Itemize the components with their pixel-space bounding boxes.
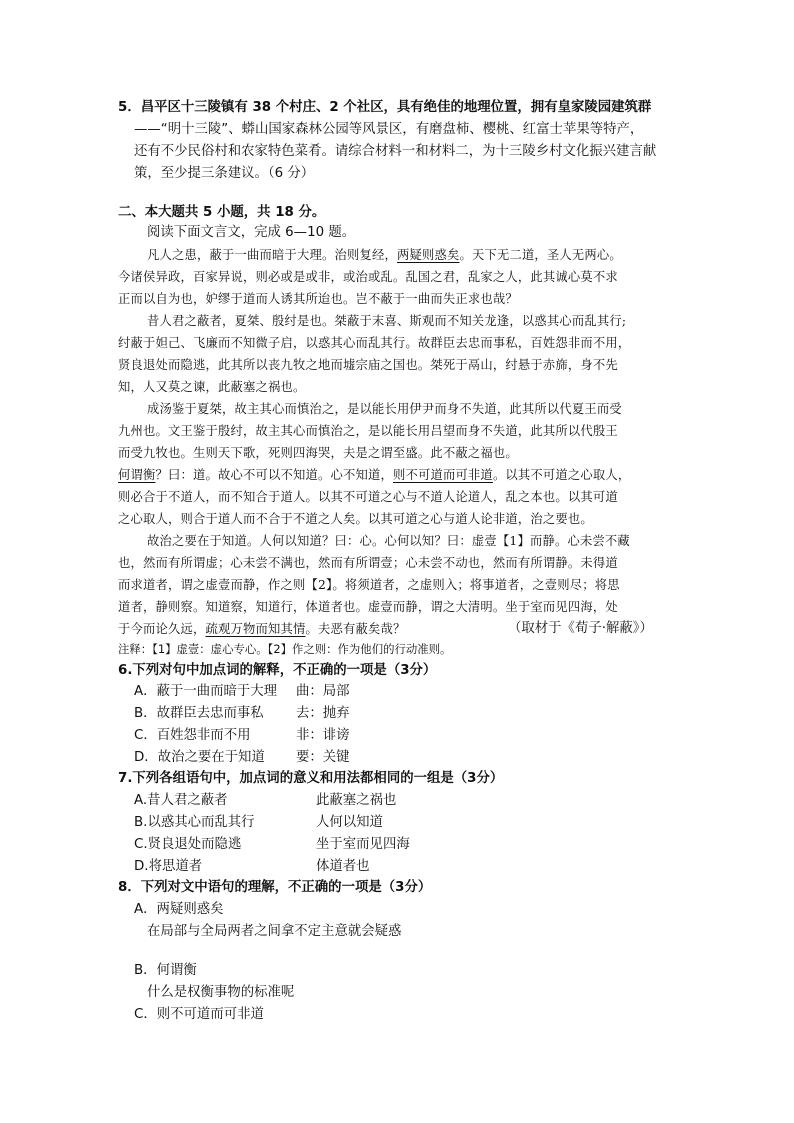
passage-p4-line-2: 则必合于不道人，而不知合于道人。以其不可道之心与不道人论道人，乱之本也。以其可道: [118, 490, 618, 504]
q5-line-3: 还有不少民俗村和农家特色菜肴。请综合材料一和材料二，为十三陵乡村文化振兴建言献: [134, 144, 657, 159]
passage-p2-line-4: 知，人又莫之谏，此蔽塞之祸也。: [118, 380, 306, 394]
q7-option-c: C.贤良退处而隐逃 坐于室而见四海: [134, 837, 410, 852]
section-intro: 阅读下面文言文，完成 6—10 题。: [147, 225, 356, 240]
passage-p1-line-2: 今诸侯异政，百家异说，则必或是或非，或治或乱。乱国之君，乱家之人，此其诚心莫不求: [118, 270, 618, 284]
passage-p2-line-2: 纣蔽于妲己、飞廉而不知微子启，以惑其心而乱其行。故群臣去忠而事私，百姓怨非而不用，: [118, 336, 631, 350]
section-title: 二、本大题共 5 小题，共 18 分。: [118, 205, 326, 220]
underlined-phrase: 疏观万物而知其情: [205, 622, 306, 636]
passage-p3-line-3: 而受九牧也。生则天下歌，死则四海哭，夫是之谓至盛。此不蔽之福也。: [118, 446, 518, 460]
underlined-phrase: 何谓衡: [118, 468, 156, 482]
underlined-phrase: 则不可道而可非道: [392, 468, 493, 482]
q5-line-2: ——“明十三陵”、蟒山国家森林公园等风景区，有磨盘柿、樱桃、红富士苹果等特产，: [134, 122, 644, 137]
passage-p4-line-3: 之心取人，则合于道人而不合于不道之人矣。以其可道之心与道人论非道，治之要也。: [118, 512, 593, 526]
q6-option-d: D．故治之要在于知道 要：关键: [134, 750, 350, 765]
passage-p3-line-1: 成汤鉴于夏桀，故主其心而慎治之，是以能长用伊尹而身不失道，此其所以代夏王而受: [147, 402, 622, 416]
passage-p5-line-3: 而求道者，谓之虚壹而静，作之则【2】。将须道者，之虚则入；将事道者，之壹则尽；将思: [118, 578, 620, 592]
q8-option-c-label: C．则不可道而可非道: [134, 1007, 264, 1022]
passage-p5-line-2: 也，然而有所谓虚；心未尝不满也，然而有所谓壹；心未尝不动也，然而有所谓静。未得道: [118, 556, 618, 570]
underlined-phrase: 两疑则惑矣: [396, 248, 460, 262]
q6-stem: 6.下列对句中加点词的解释，不正确的一项是（3分）: [118, 663, 437, 678]
q7-option-b: B.以惑其心而乱其行 人何以知道: [134, 815, 383, 830]
q6-option-a: A．蔽于一曲而暗于大理 曲：局部: [134, 684, 350, 699]
passage-source: （取材于《荀子·解蔽》）: [508, 621, 653, 636]
passage-p1-line-3: 正而以自为也，妒缪于道而人诱其所迨也。岂不蔽于一曲而失正求也哉？: [118, 292, 518, 306]
footnote-marker: 【1】: [496, 534, 530, 548]
footnote-marker: 【2】: [305, 578, 333, 592]
passage-p5-line-4: 道者，静则察。知道察，知道行，体道者也。虚壹而静，谓之大清明。坐于室而见四海，处: [118, 600, 618, 614]
q6-option-b: B．故群臣去忠而事私 去：抛弃: [134, 706, 350, 721]
q7-stem: 7.下列各组语句中，加点词的意义和用法都相同的一组是（3分）: [118, 771, 504, 786]
passage-p2-line-3: 贤良退处而隐逃，此其所以丧九牧之地而墟宗庙之国也。桀死于鬲山，纣悬于赤旆，身不先: [118, 358, 618, 372]
passage-p5-line-5: 于今而论久远，疏观万物而知其情。夫恶有蔽矣哉？: [118, 622, 406, 636]
passage-p2-line-1: 昔人君之蔽者，夏桀、殷纣是也。桀蔽于末喜、斯观而不知关龙逢，以惑其心而乱其行;: [147, 314, 627, 328]
q8-option-a-text: 在局部与全局两者之间拿不定主意就会疑惑: [147, 924, 402, 939]
passage-p4-line-1: 何谓衡？曰：道。故心不可以不知道。心不知道，则不可道而可非道。以其不可道之心取人，: [118, 468, 631, 482]
footnotes: 注释：【1】虚壹：虚心专心。【2】作之则：作为他们的行动准则。: [118, 642, 452, 656]
q6-option-c: C．百姓怨非而不用 非：诽谤: [134, 728, 350, 743]
q7-option-d: D.将思道者 体道者也: [134, 859, 370, 874]
q7-option-a: A.昔人君之蔽者 此蔽塞之祸也: [134, 793, 397, 808]
passage-p3-line-2: 九州也。文王鉴于殷纣，故主其心而慎治之，是以能长用吕望而身不失道，此其所以代殷王: [118, 424, 618, 438]
passage-p1-line-1: 凡人之患，蔽于一曲而暗于大理。治则复经，两疑则惑矣。天下无二道，圣人无两心。: [147, 248, 622, 262]
q8-option-b-label: B．何谓衡: [134, 963, 197, 978]
q5-line-4: 策，至少提三条建议。（6 分）: [134, 166, 315, 181]
passage-p5-line-1: 故治之要在于知道。人何以知道？曰：心。心何以知？曰：虚壹【1】而静。心未尝不藏: [147, 534, 630, 548]
q5-line-1: 5．昌平区十三陵镇有 38 个村庄、2 个社区，具有绝佳的地理位置，拥有皇家陵园建筑群: [118, 100, 652, 115]
q8-stem: 8．下列对文中语句的理解，不正确的一项是（3分）: [118, 880, 432, 895]
q8-option-a-label: A．两疑则惑矣: [134, 902, 224, 917]
q8-option-b-text: 什么是权衡事物的标准呢: [147, 985, 295, 1000]
